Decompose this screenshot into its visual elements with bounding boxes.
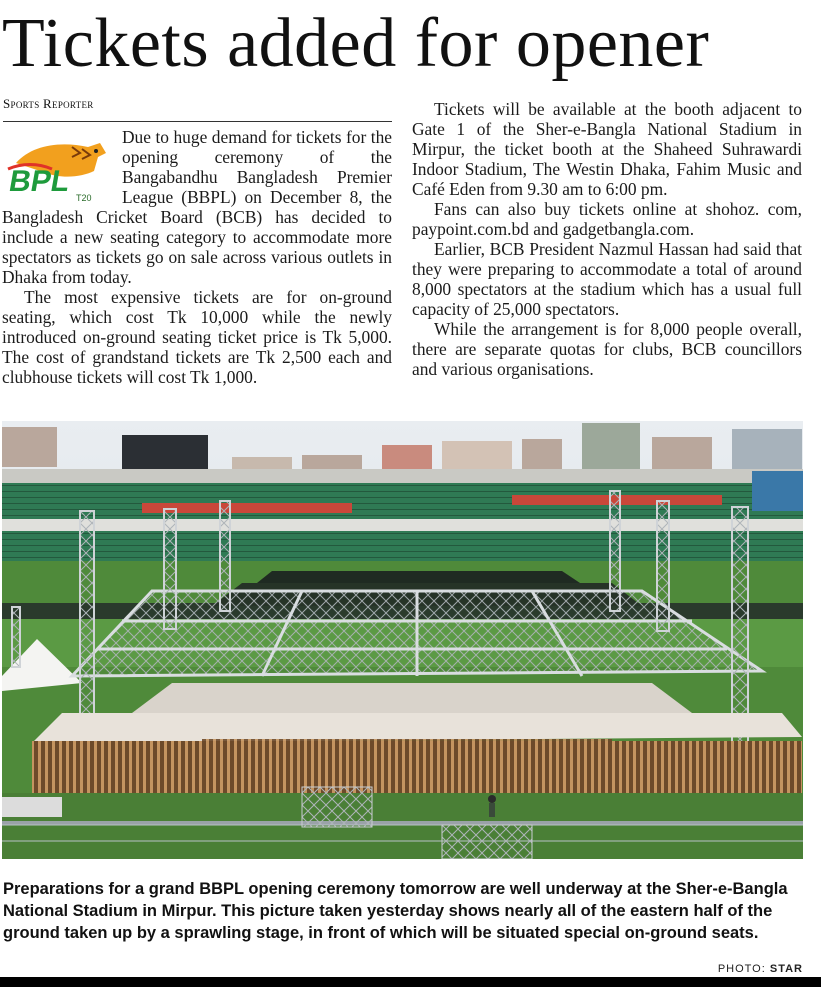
article-column-right bbox=[412, 99, 802, 379]
page-bottom-bar bbox=[0, 977, 821, 987]
photo-credit-source: STAR bbox=[769, 963, 803, 975]
article-paragraph: While the arrangement is for 8,000 people overall, there are separate quotas for clubs, BCB councillors and various organisations. bbox=[412, 319, 802, 379]
photo-credit-label: PHOTO: bbox=[717, 963, 766, 975]
article-paragraph: Due to huge demand for tickets for the opening ceremony of the Bangabandhu Bangladesh Premier League (BBPL) on December 8, the Bangladesh Cricket Board (BCB) has decided to include a new seating category to accommodate more spectators as tickets go on sale across various outlets in Dhaka from today. bbox=[2, 127, 392, 287]
photo-credit bbox=[718, 963, 803, 975]
svg-text:BPL: BPL bbox=[6, 165, 73, 198]
svg-text:T20: T20 bbox=[76, 193, 92, 203]
bpl-tiger-logo bbox=[2, 133, 114, 207]
article-paragraph: Fans can also buy tickets online at shohoz. com, paypoint.com.bd and gadgetbangla.com. bbox=[412, 199, 802, 239]
lower-stands bbox=[2, 531, 803, 561]
stadium-photo bbox=[2, 421, 803, 859]
photo-caption: Preparations for a grand BBPL opening ceremony tomorrow are well underway at the Sher-e-Bangla National Stadium in Mirpur. This picture taken yesterday shows nearly all of the eastern half of the ground taken up by a sprawling stage, in front of which will be situated special on-ground seats. bbox=[3, 880, 788, 942]
byline: Sports Reporter bbox=[3, 96, 94, 111]
article-column-left bbox=[2, 127, 392, 387]
article-paragraph: Earlier, BCB President Nazmul Hassan had said that they were preparing to accommodate a total of around 8,000 spectators at the stadium which has a usual full capacity of 25,000 spectators. bbox=[412, 239, 802, 319]
article-paragraph: Tickets will be available at the booth adjacent to Gate 1 of the Sher-e-Bangla National Stadium in Mirpur, the ticket booth at the Shaheed Suhrawardi Indoor Stadium, The Westin Dhaka, Fahim Music and Café Eden from 9.30 am to 6:00 pm. bbox=[412, 99, 802, 199]
scoreboard-screen bbox=[122, 435, 208, 469]
article-paragraph: The most expensive tickets are for on-ground seating, which cost Tk 10,000 while the newly introduced on-ground seating ticket price is Tk 5,000. The cost of grandstand tickets are Tk 2,500 each and clubhouse tickets will cost Tk 1,000. bbox=[2, 287, 392, 387]
headline: Tickets added for opener bbox=[2, 5, 710, 82]
byline-divider bbox=[3, 121, 392, 122]
stadium-stage-illustration bbox=[2, 421, 803, 859]
